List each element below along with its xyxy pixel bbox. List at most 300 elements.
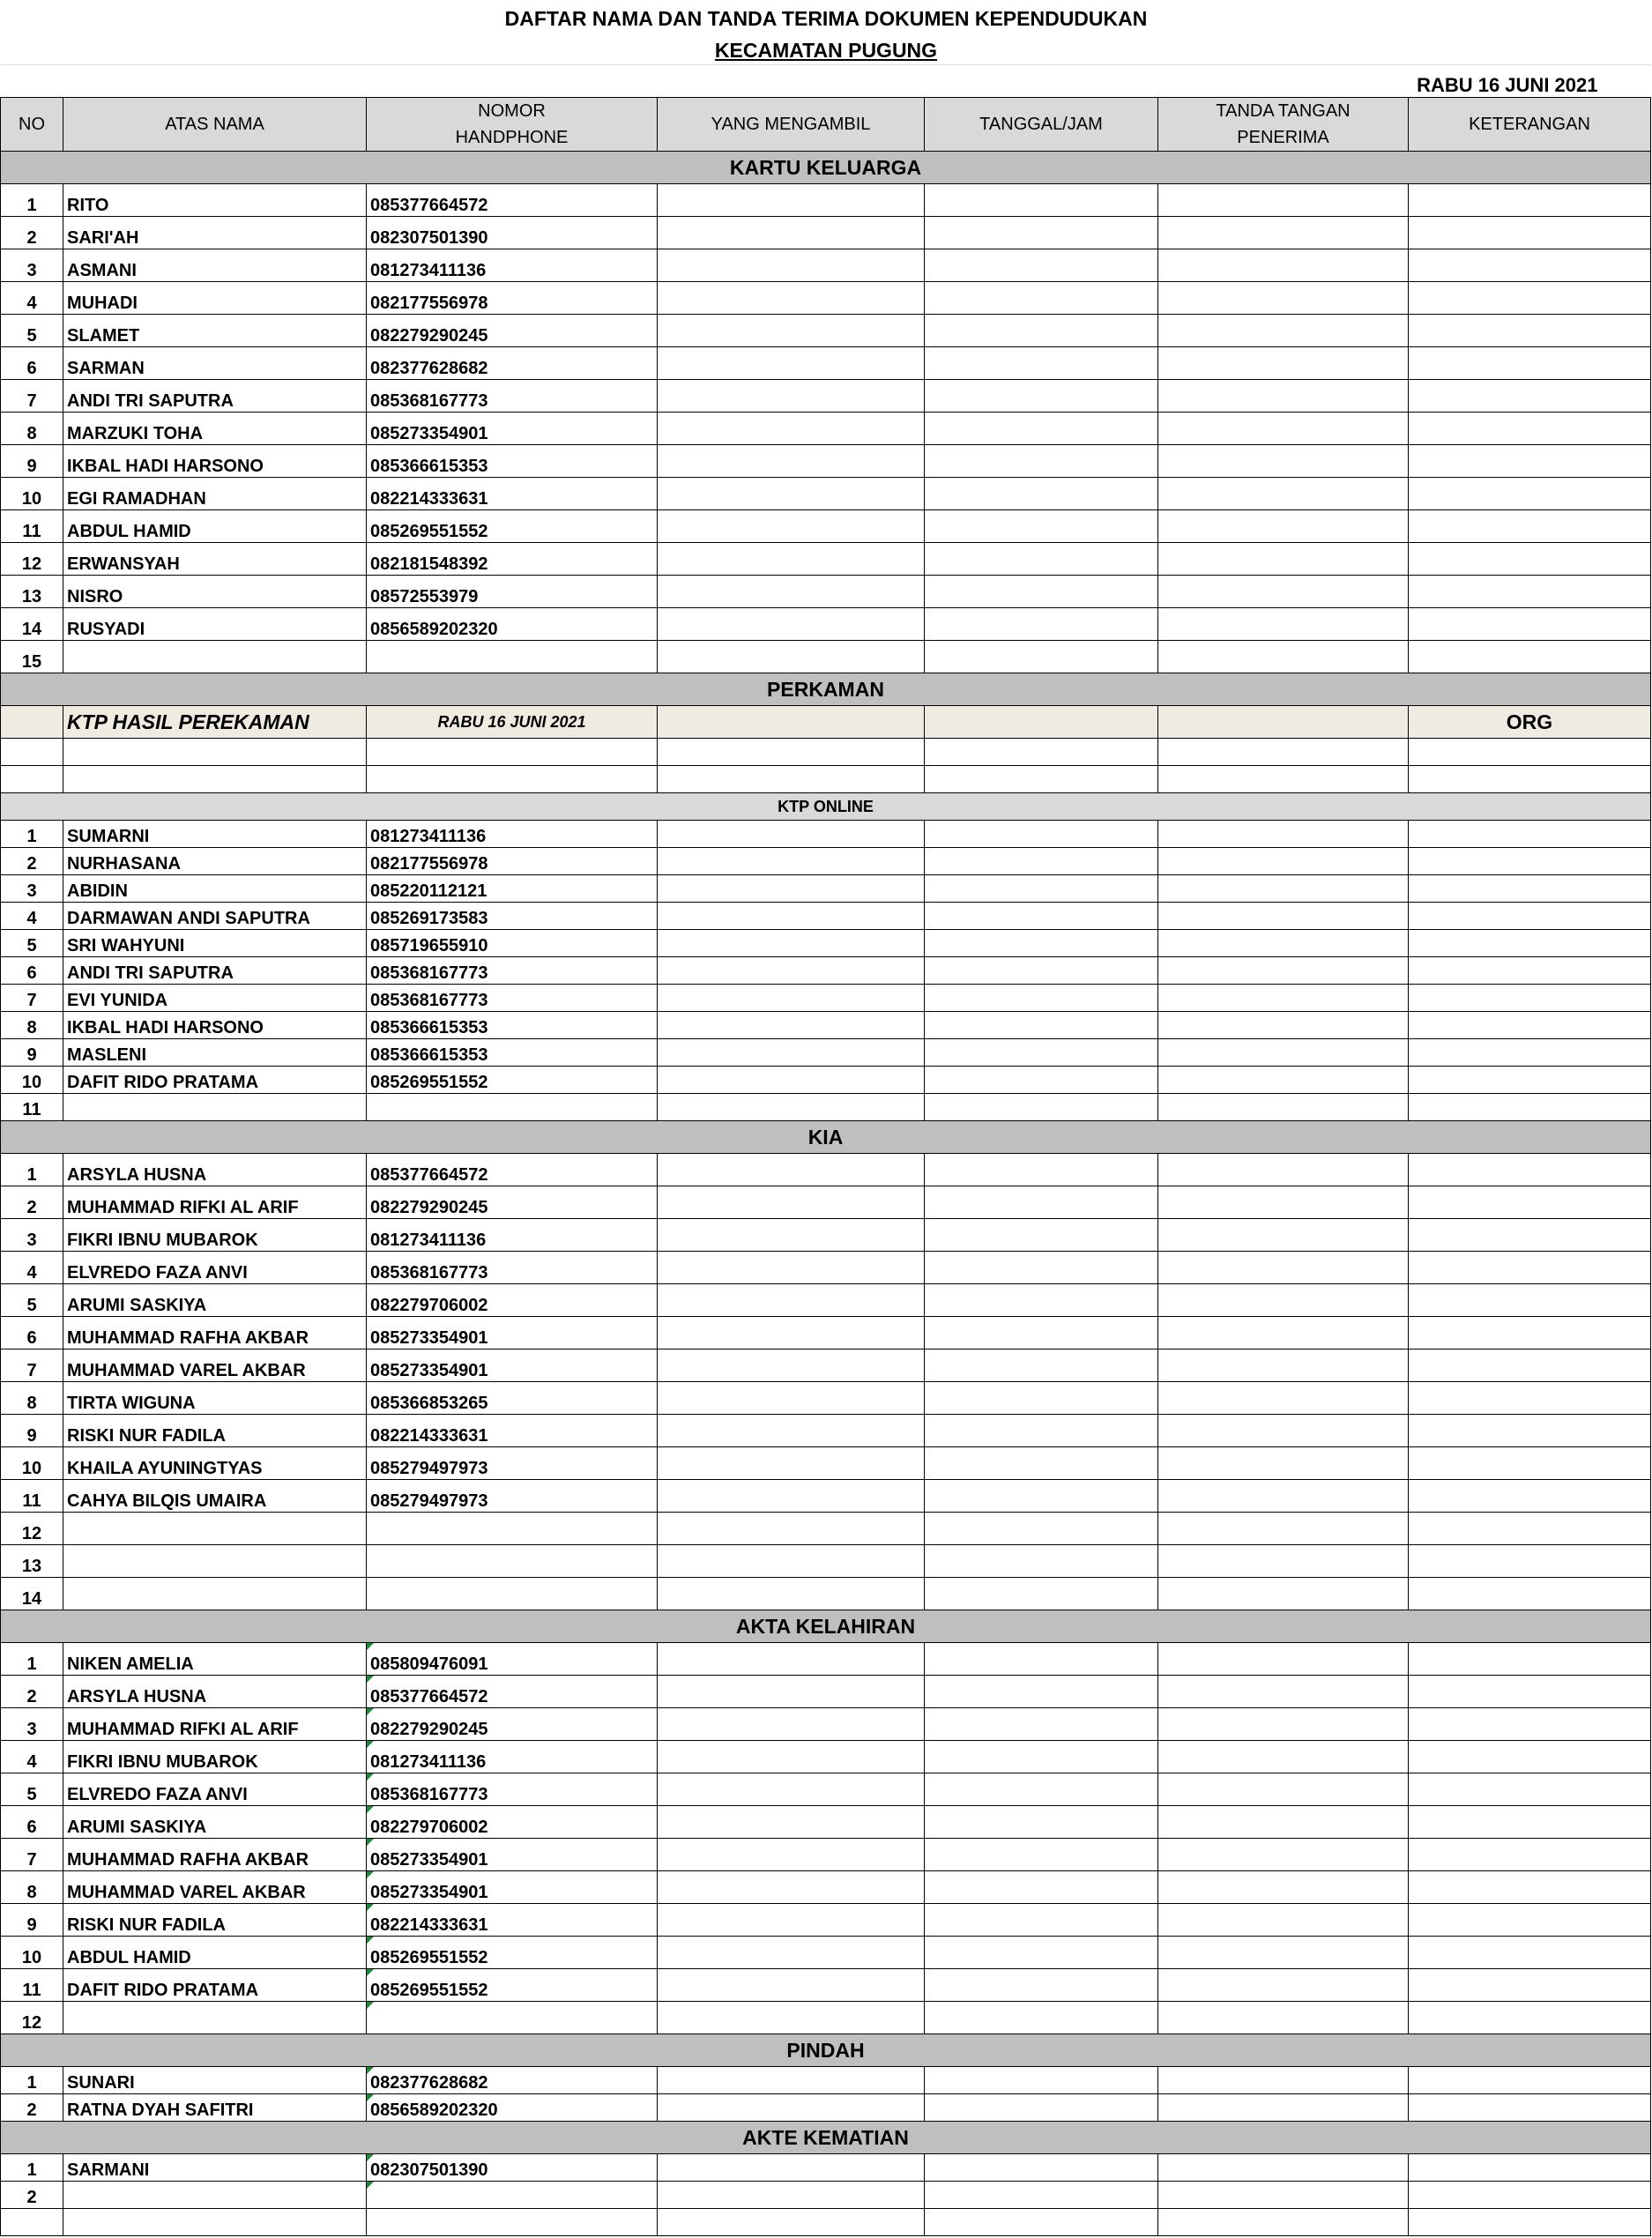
keterangan-cell[interactable] [1409,1545,1651,1578]
tanggal-jam-cell[interactable] [925,608,1158,641]
row-number: 10 [1,1447,63,1480]
yang-mengambil-cell[interactable] [658,1708,925,1741]
keterangan-cell[interactable] [1409,543,1651,576]
blank-cell [1409,766,1651,793]
tanda-tangan-cell[interactable] [1158,510,1409,543]
keterangan-cell[interactable] [1409,1154,1651,1186]
yang-mengambil-cell[interactable] [658,1643,925,1676]
tanggal-jam-cell[interactable] [925,413,1158,445]
keterangan-cell[interactable] [1409,1643,1651,1676]
yang-mengambil-cell[interactable] [658,903,925,930]
row-number: 6 [1,1317,63,1349]
keterangan-cell[interactable] [1409,347,1651,380]
blank-cell [367,739,658,766]
keterangan-cell[interactable] [1409,2094,1651,2122]
yang-mengambil-cell[interactable] [658,347,925,380]
keterangan-cell[interactable] [1409,2154,1651,2182]
keterangan-cell[interactable] [1409,1904,1651,1937]
handphone-cell: 082279290245 [367,1186,658,1219]
yang-mengambil-cell[interactable] [658,1676,925,1708]
tanda-tangan-cell[interactable] [1158,282,1409,315]
tanda-tangan-cell[interactable] [1158,1317,1409,1349]
atas-nama-cell: ASMANI [63,249,367,282]
atas-nama-cell: SRI WAHYUNI [63,930,367,957]
tanda-tangan-cell[interactable] [1158,315,1409,347]
tanggal-jam-cell[interactable] [925,875,1158,903]
yang-mengambil-cell[interactable] [658,1904,925,1937]
section-perkaman [1,673,1651,706]
yang-mengambil-cell[interactable] [658,184,925,217]
tanda-tangan-cell[interactable] [1158,249,1409,282]
keterangan-cell[interactable] [1409,478,1651,510]
tanda-tangan-cell[interactable] [1158,2067,1409,2094]
tanda-tangan-cell[interactable] [1158,1012,1409,1039]
atas-nama-cell: RISKI NUR FADILA [63,1415,367,1447]
yang-mengambil-cell[interactable] [658,848,925,875]
blank-cell [925,739,1158,766]
tanda-tangan-cell[interactable] [1158,1154,1409,1186]
yang-mengambil-cell[interactable] [658,2182,925,2209]
yang-mengambil-cell[interactable] [658,1154,925,1186]
keterangan-cell[interactable] [1409,1317,1651,1349]
yang-mengambil-cell[interactable] [658,608,925,641]
yang-mengambil-cell[interactable] [658,543,925,576]
keterangan-cell[interactable] [1409,1871,1651,1904]
tanda-tangan-cell[interactable] [1158,903,1409,930]
yang-mengambil-cell[interactable] [658,957,925,985]
tanda-tangan-cell[interactable] [1158,1039,1409,1067]
row-number: 7 [1,1349,63,1382]
keterangan-cell[interactable] [1409,985,1651,1012]
tanggal-jam-cell[interactable] [925,1252,1158,1284]
tanda-tangan-cell[interactable] [1158,957,1409,985]
yang-mengambil-cell[interactable] [658,478,925,510]
keterangan-cell[interactable] [1409,1676,1651,1708]
keterangan-cell[interactable] [1409,1578,1651,1610]
tanggal-jam-cell[interactable] [925,1219,1158,1252]
yang-mengambil-cell[interactable] [658,1186,925,1219]
tanggal-jam-cell[interactable] [925,1067,1158,1094]
row-number: 6 [1,1806,63,1839]
yang-mengambil-cell[interactable] [658,1039,925,1067]
tanda-tangan-cell[interactable] [1158,478,1409,510]
blank-row [1,766,1651,793]
tanggal-jam-cell[interactable] [925,1317,1158,1349]
tanggal-jam-cell[interactable] [925,249,1158,282]
tanggal-jam-cell[interactable] [925,1186,1158,1219]
row-number: 2 [1,2182,63,2209]
header-tanda-line2: PENERIMA [1237,128,1329,147]
keterangan-cell[interactable] [1409,1012,1651,1039]
yang-mengambil-cell[interactable] [658,641,925,673]
handphone-cell: 085366615353 [367,1039,658,1067]
yang-mengambil-cell[interactable] [658,1969,925,2002]
yang-mengambil-cell[interactable] [658,380,925,413]
handphone-cell: 082307501390 [367,2154,658,2182]
handphone-cell: 082181548392 [367,543,658,576]
handphone-cell: 082279290245 [367,1708,658,1741]
yang-mengambil-cell[interactable] [658,217,925,249]
tanda-tangan-cell[interactable] [1158,1513,1409,1545]
keterangan-cell[interactable] [1409,1067,1651,1094]
table-row [1,1545,1651,1578]
tanda-tangan-cell[interactable] [1158,1545,1409,1578]
yang-mengambil-cell[interactable] [658,1382,925,1415]
tanda-tangan-cell[interactable] [1158,1708,1409,1741]
tanggal-jam-cell[interactable] [925,1284,1158,1317]
tanggal-jam-cell[interactable] [925,380,1158,413]
tanggal-jam-cell[interactable] [925,1937,1158,1969]
keterangan-cell[interactable] [1409,1382,1651,1415]
handphone-cell: 085269551552 [367,1937,658,1969]
atas-nama-cell: EVI YUNIDA [63,985,367,1012]
tanda-tangan-cell[interactable] [1158,1871,1409,1904]
keterangan-cell[interactable] [1409,315,1651,347]
tanggal-jam-cell[interactable] [925,1839,1158,1871]
tanda-tangan-cell[interactable] [1158,347,1409,380]
table-row [1,1741,1651,1773]
keterangan-cell[interactable] [1409,380,1651,413]
table-row [1,282,1651,315]
keterangan-cell[interactable] [1409,1708,1651,1741]
tanggal-jam-cell[interactable] [925,1447,1158,1480]
tanggal-jam-cell[interactable] [925,1415,1158,1447]
keterangan-cell[interactable] [1409,1839,1651,1871]
handphone-cell: 085273354901 [367,1839,658,1871]
tanggal-jam-cell[interactable] [925,821,1158,848]
table-row [1,2154,1651,2182]
tanggal-jam-cell[interactable] [925,347,1158,380]
tanggal-jam-cell[interactable] [925,1969,1158,2002]
table-row [1,1676,1651,1708]
tanggal-jam-cell[interactable] [925,1154,1158,1186]
row-number: 14 [1,1578,63,1610]
tanda-tangan-cell[interactable] [1158,413,1409,445]
tanda-tangan-cell[interactable] [1158,1067,1409,1094]
keterangan-cell[interactable] [1409,1741,1651,1773]
tanda-tangan-cell[interactable] [1158,821,1409,848]
table-row [1,608,1651,641]
yang-mengambil-cell[interactable] [658,1284,925,1317]
tanda-tangan-cell[interactable] [1158,1382,1409,1415]
tanggal-jam-cell[interactable] [925,2002,1158,2034]
yang-mengambil-cell[interactable] [658,875,925,903]
tanggal-jam-cell[interactable] [925,478,1158,510]
table-row [1,821,1651,848]
yang-mengambil-cell[interactable] [658,930,925,957]
keterangan-cell[interactable] [1409,1447,1651,1480]
tanggal-jam-cell[interactable] [925,1806,1158,1839]
tanda-tangan-cell[interactable] [1158,1094,1409,1121]
keterangan-cell[interactable] [1409,576,1651,608]
blank-cell [925,766,1158,793]
handphone-cell: 0856589202320 [367,608,658,641]
keterangan-cell[interactable] [1409,903,1651,930]
tanda-tangan-cell[interactable] [1158,576,1409,608]
section-pindah-title: PINDAH [1,2034,1651,2067]
keterangan-cell[interactable] [1409,1219,1651,1252]
tanda-tangan-cell[interactable] [1158,1969,1409,2002]
row-number: 4 [1,903,63,930]
tanda-tangan-cell[interactable] [1158,1252,1409,1284]
blank-cell [1,706,63,739]
atas-nama-cell [63,2182,367,2209]
table-row [1,957,1651,985]
tanda-tangan-cell[interactable] [1158,1937,1409,1969]
keterangan-cell[interactable] [1409,249,1651,282]
tanda-tangan-cell[interactable] [1158,985,1409,1012]
tanda-tangan-cell[interactable] [1158,641,1409,673]
yang-mengambil-cell[interactable] [658,821,925,848]
tanggal-jam-cell[interactable] [925,1708,1158,1741]
handphone-cell: 085273354901 [367,1349,658,1382]
keterangan-cell[interactable] [1409,821,1651,848]
tanda-tangan-cell[interactable] [1158,380,1409,413]
yang-mengambil-cell[interactable] [658,2067,925,2094]
tanggal-jam-cell[interactable] [925,315,1158,347]
tanda-tangan-cell[interactable] [1158,848,1409,875]
yang-mengambil-cell[interactable] [658,282,925,315]
handphone-cell: 085366615353 [367,1012,658,1039]
yang-mengambil-cell[interactable] [658,1480,925,1513]
keterangan-cell[interactable] [1409,1094,1651,1121]
yang-mengambil-cell[interactable] [658,1447,925,1480]
keterangan-cell[interactable] [1409,217,1651,249]
table-row [1,903,1651,930]
yang-mengambil-cell[interactable] [658,1415,925,1447]
keterangan-cell[interactable] [1409,282,1651,315]
keterangan-cell[interactable] [1409,1415,1651,1447]
tanda-tangan-cell[interactable] [1158,1284,1409,1317]
tanda-tangan-cell[interactable] [1158,1219,1409,1252]
keterangan-cell[interactable] [1409,2182,1651,2209]
tanggal-jam-cell[interactable] [925,1676,1158,1708]
tanggal-jam-cell[interactable] [925,848,1158,875]
yang-mengambil-cell[interactable] [658,1094,925,1121]
tanda-tangan-cell[interactable] [1158,1904,1409,1937]
tanggal-jam-cell[interactable] [925,2182,1158,2209]
yang-mengambil-cell[interactable] [658,576,925,608]
table-row [1,510,1651,543]
tanda-tangan-cell[interactable] [1158,1415,1409,1447]
yang-mengambil-cell[interactable] [658,1317,925,1349]
keterangan-cell[interactable] [1409,1252,1651,1284]
tanggal-jam-cell[interactable] [925,576,1158,608]
keterangan-cell[interactable] [1409,641,1651,673]
header-nomor-line1: NOMOR [478,101,546,121]
yang-mengambil-cell[interactable] [658,1349,925,1382]
handphone-cell: 082307501390 [367,217,658,249]
tanda-tangan-cell[interactable] [1158,1839,1409,1871]
yang-mengambil-cell[interactable] [658,1871,925,1904]
handphone-cell: 082214333631 [367,1415,658,1447]
row-number: 4 [1,1741,63,1773]
row-number: 7 [1,985,63,1012]
tanggal-jam-cell[interactable] [925,1094,1158,1121]
tanggal-jam-cell[interactable] [925,1039,1158,1067]
keterangan-cell[interactable] [1409,1349,1651,1382]
keterangan-cell[interactable] [1409,1480,1651,1513]
row-number: 11 [1,510,63,543]
table-row [1,848,1651,875]
table-row [1,347,1651,380]
yang-mengambil-cell[interactable] [658,1937,925,1969]
handphone-cell [367,641,658,673]
tanggal-jam-cell[interactable] [925,903,1158,930]
yang-mengambil-cell[interactable] [658,1545,925,1578]
keterangan-cell[interactable] [1409,608,1651,641]
keterangan-cell[interactable] [1409,2002,1651,2034]
tanda-tangan-cell[interactable] [1158,1447,1409,1480]
keterangan-cell[interactable] [1409,184,1651,217]
yang-mengambil-cell[interactable] [658,1578,925,1610]
tanda-tangan-cell[interactable] [1158,1578,1409,1610]
keterangan-cell[interactable] [1409,930,1651,957]
yang-mengambil-cell[interactable] [658,445,925,478]
tanggal-jam-cell[interactable] [925,2154,1158,2182]
yang-mengambil-cell[interactable] [658,1839,925,1871]
keterangan-cell[interactable] [1409,1039,1651,1067]
keterangan-cell[interactable] [1409,1969,1651,2002]
keterangan-cell[interactable] [1409,445,1651,478]
tanggal-jam-cell[interactable] [925,282,1158,315]
table-row [1,1186,1651,1219]
yang-mengambil-cell[interactable] [658,1773,925,1806]
handphone-cell: 085273354901 [367,413,658,445]
yang-mengambil-cell[interactable] [658,1252,925,1284]
tanggal-jam-cell[interactable] [925,641,1158,673]
row-number: 3 [1,1219,63,1252]
tanggal-jam-cell[interactable] [925,1382,1158,1415]
tanggal-jam-cell[interactable] [925,510,1158,543]
tanggal-jam-cell[interactable] [925,1904,1158,1937]
tanda-tangan-cell[interactable] [1158,875,1409,903]
tanda-tangan-cell[interactable] [1158,930,1409,957]
tanda-tangan-cell[interactable] [1158,1643,1409,1676]
yang-mengambil-cell[interactable] [658,2154,925,2182]
keterangan-cell[interactable] [1409,875,1651,903]
tanda-tangan-cell[interactable] [1158,1741,1409,1773]
table-row [1,1317,1651,1349]
ktp-hasil-label: KTP HASIL PEREKAMAN [63,706,367,739]
tanggal-jam-cell[interactable] [925,985,1158,1012]
handphone-cell [367,2002,658,2034]
yang-mengambil-cell[interactable] [658,413,925,445]
keterangan-cell[interactable] [1409,848,1651,875]
tanda-tangan-cell[interactable] [1158,1186,1409,1219]
atas-nama-cell: MUHAMMAD RAFHA AKBAR [63,1317,367,1349]
table-row [1,1708,1651,1741]
keterangan-cell[interactable] [1409,510,1651,543]
blank-cell [925,2209,1158,2236]
yang-mengambil-cell[interactable] [658,1067,925,1094]
yang-mengambil-cell[interactable] [658,315,925,347]
row-number: 8 [1,413,63,445]
handphone-cell: 085377664572 [367,184,658,217]
table-row [1,1806,1651,1839]
tanggal-jam-cell[interactable] [925,1480,1158,1513]
tanda-tangan-cell[interactable] [1158,2182,1409,2209]
yang-mengambil-cell[interactable] [658,2002,925,2034]
tanda-tangan-cell[interactable] [1158,543,1409,576]
yang-mengambil-cell[interactable] [658,2094,925,2122]
tanggal-jam-cell[interactable] [925,217,1158,249]
yang-mengambil-cell[interactable] [658,510,925,543]
yang-mengambil-cell[interactable] [658,1012,925,1039]
tanda-tangan-cell[interactable] [1158,1676,1409,1708]
keterangan-cell[interactable] [1409,1806,1651,1839]
tanggal-jam-cell[interactable] [925,1513,1158,1545]
handphone-cell: 081273411136 [367,249,658,282]
keterangan-cell[interactable] [1409,1937,1651,1969]
tanda-tangan-cell[interactable] [1158,1806,1409,1839]
keterangan-cell[interactable] [1409,1513,1651,1545]
yang-mengambil-cell[interactable] [658,1806,925,1839]
tanda-tangan-cell[interactable] [1158,2154,1409,2182]
table-row [1,1252,1651,1284]
yang-mengambil-cell[interactable] [658,249,925,282]
tanggal-jam-cell[interactable] [925,1545,1158,1578]
tanggal-jam-cell[interactable] [925,1871,1158,1904]
tanda-tangan-cell[interactable] [1158,1480,1409,1513]
yang-mengambil-cell[interactable] [658,1741,925,1773]
atas-nama-cell: ANDI TRI SAPUTRA [63,957,367,985]
tanda-tangan-cell[interactable] [1158,184,1409,217]
tanggal-jam-cell[interactable] [925,1643,1158,1676]
yang-mengambil-cell[interactable] [658,985,925,1012]
tanda-tangan-cell[interactable] [1158,1349,1409,1382]
tanggal-jam-cell[interactable] [925,1578,1158,1610]
keterangan-cell[interactable] [1409,1284,1651,1317]
section-akte-kematian [1,2122,1651,2154]
keterangan-cell[interactable] [1409,1773,1651,1806]
keterangan-cell[interactable] [1409,413,1651,445]
table-header [1,98,1651,152]
keterangan-cell[interactable] [1409,2067,1651,2094]
atas-nama-cell: MUHAMMAD RAFHA AKBAR [63,1839,367,1871]
keterangan-cell[interactable] [1409,1186,1651,1219]
tanda-tangan-cell[interactable] [1158,2002,1409,2034]
tanggal-jam-cell[interactable] [925,1741,1158,1773]
tanggal-jam-cell[interactable] [925,1349,1158,1382]
tanggal-jam-cell[interactable] [925,930,1158,957]
blank-cell [63,2209,367,2236]
yang-mengambil-cell[interactable] [658,1513,925,1545]
yang-mengambil-cell[interactable] [658,1219,925,1252]
tanggal-jam-cell[interactable] [925,957,1158,985]
tanda-tangan-cell[interactable] [1158,217,1409,249]
tanggal-jam-cell[interactable] [925,445,1158,478]
tanggal-jam-cell[interactable] [925,184,1158,217]
tanda-tangan-cell[interactable] [1158,445,1409,478]
document-title: DAFTAR NAMA DAN TANDA TERIMA DOKUMEN KEPENDUDUKAN [504,7,1148,30]
atas-nama-cell: KHAILA AYUNINGTYAS [63,1447,367,1480]
tanggal-jam-cell[interactable] [925,543,1158,576]
row-number: 13 [1,576,63,608]
atas-nama-cell: MUHAMMAD RIFKI AL ARIF [63,1186,367,1219]
tanda-tangan-cell[interactable] [1158,608,1409,641]
tanggal-jam-cell[interactable] [925,1773,1158,1806]
row-number: 2 [1,1186,63,1219]
blank-cell [1158,739,1409,766]
tanggal-jam-cell[interactable] [925,2067,1158,2094]
keterangan-cell[interactable] [1409,957,1651,985]
tanggal-jam-cell[interactable] [925,2094,1158,2122]
tanggal-jam-cell[interactable] [925,1012,1158,1039]
handphone-cell: 085273354901 [367,1317,658,1349]
tanda-tangan-cell[interactable] [1158,1773,1409,1806]
tanda-tangan-cell[interactable] [1158,2094,1409,2122]
